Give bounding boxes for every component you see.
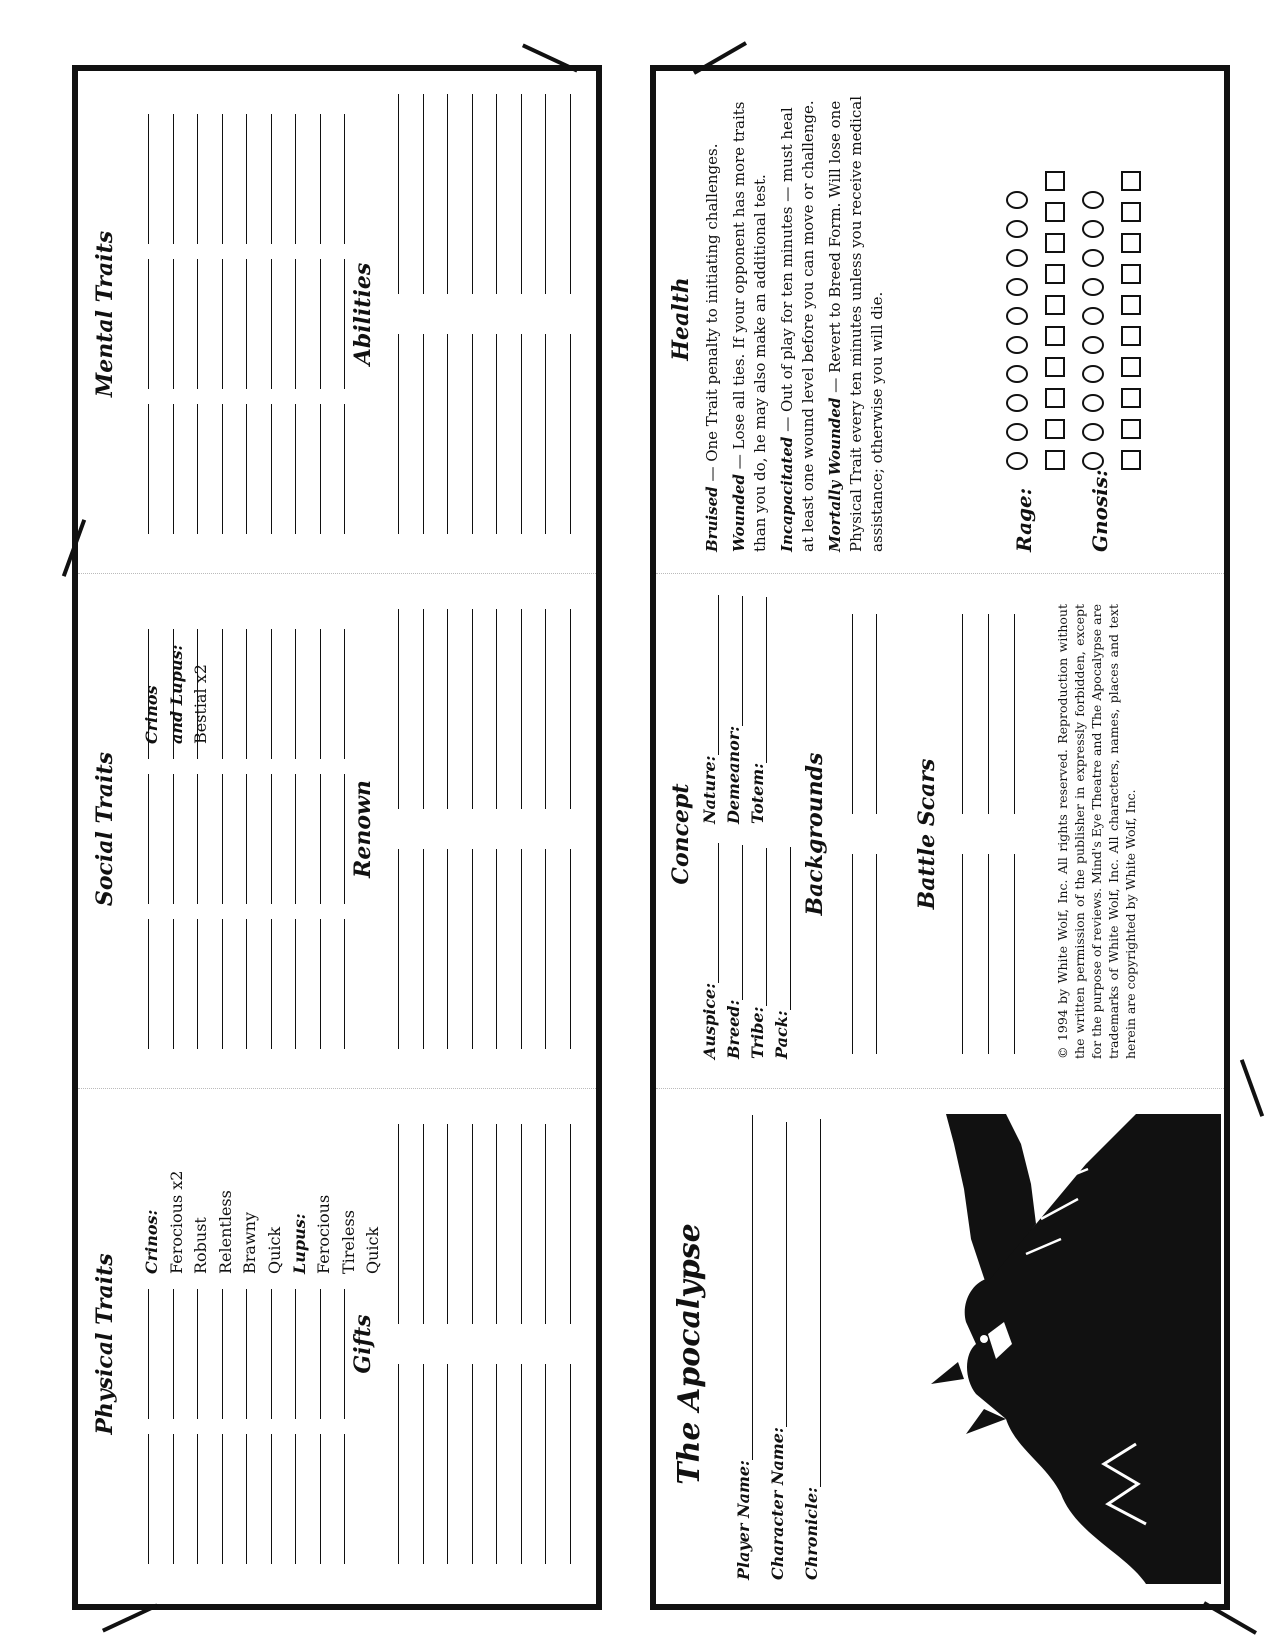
ability-line[interactable] (496, 94, 497, 294)
social-bonus-traits (140, 645, 214, 744)
rage-box[interactable] (1045, 326, 1065, 346)
breed-line[interactable] (742, 845, 743, 1000)
copyright-notice: © 1994 by White Wolf, Inc. All rights reserved. Reproduction without the written permission of the publisher in expressly forbidden, except for the purpose of reviews. Mind's Eye Theatre and The Apocalypse are trademarks of White Wolf, Inc. All characters, names, places and text herein are copyrighted by White Wolf, Inc. (1055, 604, 1138, 1059)
physical-trait-line[interactable] (173, 1434, 174, 1564)
player-name-line[interactable] (752, 1115, 753, 1460)
gift-line[interactable] (447, 1124, 448, 1324)
physical-trait-line[interactable] (148, 1289, 149, 1419)
mortally-wounded-text: — Revert to Breed Form. Will lose one Physical Trait every ten minutes unless you receive medical assistance; otherwise you will die. (826, 95, 886, 552)
physical-traits-heading: Physical Traits (92, 1253, 118, 1435)
chronicle-line[interactable] (820, 1119, 821, 1487)
physical-trait-line[interactable] (173, 1289, 174, 1419)
mental-trait-line[interactable] (148, 114, 149, 244)
mental-trait-line[interactable] (246, 404, 247, 534)
ability-line[interactable] (521, 334, 522, 534)
battle-scar-line[interactable] (962, 614, 963, 814)
demeanor-line[interactable] (742, 596, 743, 726)
border-crack (1203, 1601, 1257, 1634)
totem-field[interactable] (748, 597, 767, 824)
battle-scar-line[interactable] (1014, 614, 1015, 814)
gnosis-label (1088, 470, 1112, 552)
fold-line (656, 1088, 1224, 1089)
gnosis-box[interactable] (1121, 202, 1141, 222)
player-name-label: Player Name: (734, 1460, 753, 1580)
social-trait-line[interactable] (295, 919, 296, 1049)
physical-crinos-trait: Robust (191, 1217, 211, 1274)
gnosis-boxes (1120, 160, 1141, 470)
gnosis-box[interactable] (1121, 419, 1141, 439)
physical-trait-line[interactable] (344, 1434, 345, 1564)
renown-line[interactable] (570, 849, 571, 1049)
ability-line[interactable] (570, 334, 571, 534)
social-trait-line[interactable] (344, 629, 345, 759)
demeanor-field[interactable] (724, 596, 743, 824)
mental-trait-line[interactable] (197, 114, 198, 244)
incapacitated-text: — Out of play for ten minutes — must heal at least one wound level before you can move or challenge. (778, 100, 817, 552)
renown-heading: Renown (350, 780, 376, 878)
renown-line[interactable] (521, 609, 522, 809)
battle-scar-line[interactable] (1014, 854, 1015, 1054)
mental-trait-line[interactable] (197, 404, 198, 534)
gift-line[interactable] (398, 1124, 399, 1324)
physical-trait-line[interactable] (271, 1289, 272, 1419)
ability-line[interactable] (447, 94, 448, 294)
gnosis-box[interactable] (1121, 264, 1141, 284)
mental-trait-line[interactable] (173, 114, 174, 244)
concept-heading: Concept (668, 783, 694, 885)
wounded-label: Wounded (730, 474, 748, 552)
rage-box[interactable] (1045, 450, 1065, 470)
social-trait-line[interactable] (173, 919, 174, 1049)
backgrounds-heading: Backgrounds (802, 752, 828, 916)
abilities-heading: Abilities (350, 262, 376, 366)
battle-scar-line[interactable] (988, 614, 989, 814)
fold-line (78, 573, 596, 574)
rage-dot[interactable] (1006, 278, 1028, 296)
gift-line[interactable] (472, 1124, 473, 1324)
gift-line[interactable] (398, 1364, 399, 1564)
physical-trait-line[interactable] (148, 1434, 149, 1564)
physical-trait-line[interactable] (246, 1434, 247, 1564)
social-bonus-label: and Lupus: (166, 644, 186, 744)
ability-line[interactable] (423, 334, 424, 534)
physical-trait-line[interactable] (222, 1289, 223, 1419)
battle-scar-line[interactable] (962, 854, 963, 1054)
wounded-text: — Lose all ties. If your opponent has more traits than you do, he may also make an additional test. (730, 101, 769, 552)
mental-trait-line[interactable] (148, 404, 149, 534)
mental-trait-line[interactable] (246, 114, 247, 244)
mental-trait-line[interactable] (246, 259, 247, 389)
gift-line[interactable] (496, 1124, 497, 1324)
physical-lupus-trait: Quick (363, 1226, 383, 1274)
physical-crinos-trait: Quick (264, 1226, 284, 1274)
mental-trait-line[interactable] (344, 114, 345, 244)
mental-trait-line[interactable] (295, 259, 296, 389)
totem-line[interactable] (766, 597, 767, 763)
ability-line[interactable] (398, 94, 399, 294)
gnosis-dot[interactable] (1082, 307, 1104, 325)
renown-line[interactable] (521, 849, 522, 1049)
gnosis-dot[interactable] (1082, 220, 1104, 238)
background-line[interactable] (876, 614, 877, 814)
rage-box[interactable] (1045, 264, 1065, 284)
gnosis-circles (1082, 180, 1104, 470)
rage-label (1012, 488, 1036, 552)
ability-line[interactable] (545, 94, 546, 294)
renown-line[interactable] (447, 609, 448, 809)
gnosis-dot[interactable] (1082, 452, 1104, 470)
social-trait-line[interactable] (344, 774, 345, 904)
physical-trait-line[interactable] (246, 1289, 247, 1419)
gnosis-box[interactable] (1121, 295, 1141, 315)
sheet-title: The Apocalypse (672, 1223, 707, 1485)
gift-line[interactable] (570, 1364, 571, 1564)
rage-dot[interactable] (1006, 191, 1028, 209)
mental-trait-line[interactable] (271, 404, 272, 534)
gnosis-box[interactable] (1121, 357, 1141, 377)
rage-label-text: Rage: (1012, 487, 1036, 552)
character-name-line[interactable] (786, 1122, 787, 1427)
rage-dot[interactable] (1006, 423, 1028, 441)
renown-line[interactable] (447, 849, 448, 1049)
incapacitated-label: Incapacitated (778, 436, 796, 552)
breed-label: Breed: (724, 999, 743, 1059)
rage-dot[interactable] (1006, 249, 1028, 267)
social-trait-line[interactable] (222, 629, 223, 759)
ability-line[interactable] (472, 94, 473, 294)
social-trait-line[interactable] (344, 919, 345, 1049)
rage-circles (1006, 180, 1028, 470)
social-trait-line[interactable] (271, 919, 272, 1049)
bruised-label: Bruised (703, 486, 721, 552)
gnosis-box[interactable] (1121, 450, 1141, 470)
renown-line[interactable] (496, 609, 497, 809)
gnosis-label-text: Gnosis: (1088, 469, 1112, 552)
social-trait-line[interactable] (222, 919, 223, 1049)
physical-lupus-trait: Tireless (338, 1210, 358, 1274)
physical-trait-line[interactable] (320, 1434, 321, 1564)
fold-line (78, 1088, 596, 1089)
social-trait-line[interactable] (320, 629, 321, 759)
renown-line[interactable] (545, 849, 546, 1049)
social-trait-line[interactable] (295, 629, 296, 759)
renown-line[interactable] (423, 609, 424, 809)
ability-line[interactable] (521, 94, 522, 294)
gift-line[interactable] (545, 1124, 546, 1324)
mental-trait-line[interactable] (222, 259, 223, 389)
pack-field[interactable] (772, 847, 791, 1059)
ability-line[interactable] (447, 334, 448, 534)
gnosis-dot[interactable] (1082, 423, 1104, 441)
mental-trait-line[interactable] (295, 404, 296, 534)
gift-line[interactable] (496, 1364, 497, 1564)
mental-trait-line[interactable] (173, 259, 174, 389)
battle-scars-heading: Battle Scars (914, 758, 940, 910)
rage-box[interactable] (1045, 295, 1065, 315)
background-line[interactable] (852, 854, 853, 1054)
chronicle-field[interactable] (802, 1119, 821, 1580)
health-heading: Health (668, 277, 694, 361)
rage-boxes (1044, 160, 1065, 470)
player-name-field[interactable] (734, 1115, 753, 1580)
mental-trait-line[interactable] (222, 114, 223, 244)
gift-line[interactable] (521, 1124, 522, 1324)
physical-crinos-trait: Ferocious x2 (166, 1170, 186, 1274)
social-trait-line[interactable] (173, 629, 174, 759)
rage-box[interactable] (1045, 357, 1065, 377)
social-trait-line[interactable] (271, 774, 272, 904)
gnosis-dot[interactable] (1082, 394, 1104, 412)
gnosis-box[interactable] (1121, 326, 1141, 346)
tribe-line[interactable] (766, 848, 767, 1006)
social-trait-line[interactable] (320, 774, 321, 904)
mental-trait-line[interactable] (271, 259, 272, 389)
werewolf-illustration-icon (846, 1114, 1221, 1584)
nature-line[interactable] (718, 595, 719, 755)
rage-dot[interactable] (1006, 394, 1028, 412)
nature-field[interactable] (700, 595, 719, 824)
rage-dot[interactable] (1006, 452, 1028, 470)
rage-box[interactable] (1045, 388, 1065, 408)
social-trait-line[interactable] (148, 919, 149, 1049)
ability-line[interactable] (570, 94, 571, 294)
nature-label: Nature: (700, 755, 719, 824)
front-panel (650, 65, 1230, 1610)
pack-label: Pack: (772, 1010, 791, 1059)
gifts-heading: Gifts (350, 1314, 376, 1374)
physical-crinos-trait: Brawny (240, 1212, 260, 1274)
bruised-text: — One Trait penalty to initiating challenges. (703, 143, 721, 487)
mental-trait-line[interactable] (320, 259, 321, 389)
physical-trait-line[interactable] (271, 1434, 272, 1564)
gift-line[interactable] (423, 1364, 424, 1564)
mental-trait-line[interactable] (344, 404, 345, 534)
character-name-field[interactable] (768, 1122, 787, 1580)
pack-line[interactable] (790, 847, 791, 1010)
social-trait-line[interactable] (222, 774, 223, 904)
gift-line[interactable] (570, 1124, 571, 1324)
social-traits-heading: Social Traits (92, 751, 118, 907)
physical-trait-line[interactable] (197, 1434, 198, 1564)
gnosis-dot[interactable] (1082, 249, 1104, 267)
gnosis-dot[interactable] (1082, 191, 1104, 209)
mortally-wounded-label: Mortally Wounded (826, 397, 844, 552)
physical-lupus-trait: Ferocious (314, 1194, 334, 1274)
demeanor-label: Demeanor: (724, 725, 743, 824)
physical-trait-line[interactable] (295, 1434, 296, 1564)
ability-line[interactable] (423, 94, 424, 294)
social-trait-line[interactable] (246, 919, 247, 1049)
renown-line[interactable] (398, 849, 399, 1049)
gift-line[interactable] (447, 1364, 448, 1564)
mental-traits-heading: Mental Traits (92, 230, 118, 398)
physical-trait-line[interactable] (197, 1289, 198, 1419)
mental-trait-line[interactable] (320, 114, 321, 244)
renown-line[interactable] (472, 849, 473, 1049)
mental-trait-line[interactable] (222, 404, 223, 534)
health-levels (702, 90, 894, 552)
back-panel (72, 65, 602, 1610)
gnosis-dot[interactable] (1082, 278, 1104, 296)
gnosis-box[interactable] (1121, 171, 1141, 191)
gift-line[interactable] (521, 1364, 522, 1564)
background-line[interactable] (876, 854, 877, 1054)
social-trait-line[interactable] (197, 629, 198, 759)
character-name-label: Character Name: (768, 1427, 787, 1580)
rage-dot[interactable] (1006, 220, 1028, 238)
tribe-field[interactable] (748, 848, 767, 1059)
physical-crinos-trait: Relentless (215, 1190, 235, 1274)
mental-trait-line[interactable] (197, 259, 198, 389)
ability-line[interactable] (496, 334, 497, 534)
gnosis-dot[interactable] (1082, 336, 1104, 354)
border-crack (1240, 1059, 1264, 1117)
fold-line (656, 573, 1224, 574)
physical-trait-line[interactable] (344, 1289, 345, 1419)
social-trait-line[interactable] (295, 774, 296, 904)
renown-line[interactable] (496, 849, 497, 1049)
social-bonus-label: Crinos (142, 685, 161, 744)
social-bonus-trait: Bestial x2 (191, 664, 211, 744)
rage-box[interactable] (1045, 233, 1065, 253)
ability-line[interactable] (472, 334, 473, 534)
social-trait-line[interactable] (173, 774, 174, 904)
health-level-mortally-wounded (825, 90, 888, 552)
gnosis-box[interactable] (1121, 388, 1141, 408)
rage-box[interactable] (1045, 419, 1065, 439)
background-line[interactable] (852, 614, 853, 814)
gift-line[interactable] (472, 1364, 473, 1564)
social-trait-line[interactable] (246, 629, 247, 759)
health-level-incapacitated (777, 90, 819, 552)
mental-trait-line[interactable] (295, 114, 296, 244)
renown-line[interactable] (398, 609, 399, 809)
social-trait-line[interactable] (271, 629, 272, 759)
mental-trait-line[interactable] (271, 114, 272, 244)
mental-trait-line[interactable] (148, 259, 149, 389)
ability-line[interactable] (398, 334, 399, 534)
physical-trait-line[interactable] (295, 1289, 296, 1419)
auspice-field[interactable] (700, 843, 719, 1059)
tribe-label: Tribe: (748, 1006, 767, 1059)
renown-line[interactable] (545, 609, 546, 809)
renown-line[interactable] (423, 849, 424, 1049)
battle-scar-line[interactable] (988, 854, 989, 1054)
gift-line[interactable] (545, 1364, 546, 1564)
rage-dot[interactable] (1006, 336, 1028, 354)
ability-line[interactable] (545, 334, 546, 534)
social-trait-line[interactable] (197, 919, 198, 1049)
gift-line[interactable] (423, 1124, 424, 1324)
rage-box[interactable] (1045, 202, 1065, 222)
health-level-wounded (729, 90, 771, 552)
rage-box[interactable] (1045, 171, 1065, 191)
gnosis-box[interactable] (1121, 233, 1141, 253)
physical-crinos-label: Crinos: (142, 1209, 161, 1274)
social-trait-line[interactable] (246, 774, 247, 904)
rage-dot[interactable] (1006, 307, 1028, 325)
social-trait-line[interactable] (148, 629, 149, 759)
physical-trait-line[interactable] (222, 1434, 223, 1564)
auspice-label: Auspice: (700, 982, 719, 1059)
social-trait-line[interactable] (148, 774, 149, 904)
totem-label: Totem: (748, 762, 767, 824)
social-trait-line[interactable] (197, 774, 198, 904)
health-level-bruised (702, 90, 723, 552)
physical-lupus-label: Lupus: (289, 1213, 309, 1274)
mental-trait-line[interactable] (344, 259, 345, 389)
social-trait-line[interactable] (320, 919, 321, 1049)
renown-line[interactable] (472, 609, 473, 809)
auspice-line[interactable] (718, 843, 719, 983)
mental-trait-line[interactable] (320, 404, 321, 534)
mental-trait-line[interactable] (173, 404, 174, 534)
chronicle-label: Chronicle: (802, 1486, 821, 1580)
physical-trait-line[interactable] (320, 1289, 321, 1419)
gnosis-dot[interactable] (1082, 365, 1104, 383)
rage-dot[interactable] (1006, 365, 1028, 383)
breed-field[interactable] (724, 845, 743, 1059)
renown-line[interactable] (570, 609, 571, 809)
